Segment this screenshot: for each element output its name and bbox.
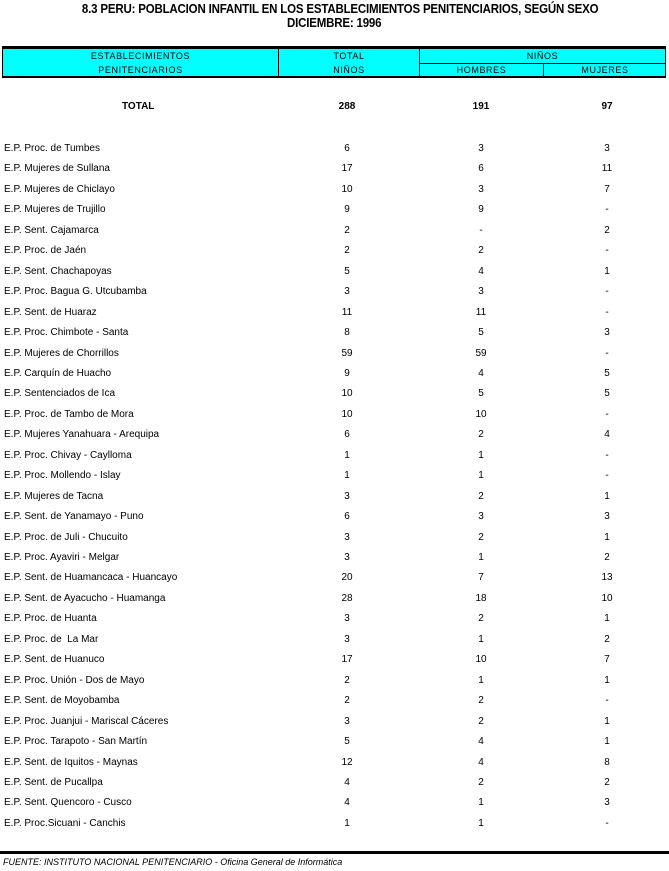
source-note: FUENTE: INSTITUTO NACIONAL PENITENCIARIO - Oficina General de Informática: [3, 857, 343, 867]
total-ninos-cell: 10: [341, 183, 353, 195]
total-ninos-cell: 4: [344, 776, 350, 788]
hombres-cell: 1: [478, 470, 484, 482]
total-ninos-cell: 8: [344, 327, 350, 339]
establishment-name: E.P. Proc. de Juli - Chucuito: [4, 531, 128, 543]
total-row: [0, 101, 669, 121]
hombres-cell: 3: [478, 511, 484, 523]
establishment-name: E.P. Carquín de Huacho: [4, 367, 112, 379]
establishment-name: E.P. Mujeres Yanahuara - Arequipa: [4, 429, 160, 441]
establishment-name: E.P. Proc. de Huanta: [4, 613, 97, 625]
hombres-cell: 1: [478, 797, 484, 809]
total-ninos-cell: 6: [344, 143, 350, 154]
establishment-name: E.P. Sentenciados de Ica: [4, 388, 116, 400]
total-ninos-cell: 1: [344, 449, 350, 461]
table-row: [0, 163, 669, 183]
total-ninos-cell: 3: [344, 490, 350, 502]
total-ninos-cell: 6: [344, 511, 350, 523]
mujeres-cell: 3: [604, 327, 610, 339]
mujeres-cell: 1: [604, 736, 610, 748]
table-row: [0, 736, 669, 756]
header-ninos-group: NIÑOS: [526, 51, 559, 61]
mujeres-cell: 1: [604, 490, 610, 502]
table-row: [0, 797, 669, 817]
table-row: [0, 675, 669, 695]
total-ninos-cell: 3: [344, 552, 350, 563]
hombres-cell: 3: [478, 286, 484, 298]
hombres-cell: 7: [478, 572, 484, 584]
mujeres-cell: -: [605, 449, 609, 461]
establishment-name: E.P. Proc. Bagua G. Utcubamba: [4, 286, 147, 298]
mujeres-cell: 1: [604, 715, 610, 727]
establishment-name: E.P. Mujeres de Sullana: [4, 163, 110, 175]
total-ninos-cell: 17: [341, 163, 353, 175]
mujeres-cell: 10: [601, 592, 613, 604]
total-ninos-cell: 11: [341, 306, 353, 318]
table-subtitle-date: DICIEMBRE: 1996: [286, 16, 382, 30]
header-hombres: HOMBRES: [456, 65, 507, 75]
hombres-cell: 2: [478, 490, 484, 502]
total-label: TOTAL: [122, 101, 155, 112]
mujeres-cell: 7: [604, 654, 610, 666]
total-mujeres: 97: [601, 101, 613, 112]
mujeres-cell: -: [605, 695, 609, 707]
establishment-name: E.P. Mujeres de Chorrillos: [4, 347, 119, 359]
establishment-name: E.P. Mujeres de Trujillo: [4, 204, 106, 216]
header-total-line1: TOTAL: [333, 51, 365, 61]
table-row: [0, 777, 669, 797]
hombres-cell: 3: [478, 143, 484, 154]
hombres-cell: 2: [478, 695, 484, 707]
total-ninos-cell: 2: [344, 245, 350, 257]
establishment-name: E.P. Proc. Unión - Dos de Mayo: [4, 674, 145, 686]
mujeres-cell: 13: [601, 572, 613, 584]
hombres-cell: 18: [475, 592, 487, 604]
establishment-name: E.P. Sent. de Iquitos - Maynas: [4, 756, 138, 768]
mujeres-cell: 2: [604, 633, 610, 645]
establishment-name: E.P. Mujeres de Chiclayo: [4, 183, 115, 195]
total-ninos-cell: 5: [344, 265, 350, 277]
establishment-name: E.P. Proc. Chivay - Caylloma: [4, 449, 132, 461]
total-ninos: 288: [338, 101, 356, 112]
mujeres-cell: 1: [604, 265, 610, 277]
table-row: [0, 450, 669, 470]
total-ninos-cell: 4: [344, 797, 350, 809]
hombres-cell: 2: [478, 715, 484, 727]
hombres-cell: 11: [475, 306, 487, 318]
table-row: [0, 388, 669, 408]
table-row: [0, 184, 669, 204]
mujeres-cell: -: [605, 347, 609, 359]
hombres-cell: 4: [478, 265, 484, 277]
table-row: [0, 266, 669, 286]
total-ninos-cell: 1: [344, 817, 350, 829]
mujeres-cell: 2: [604, 552, 610, 563]
total-ninos-cell: 17: [341, 654, 353, 666]
mujeres-cell: 5: [604, 388, 610, 400]
mujeres-cell: 5: [604, 367, 610, 379]
hombres-cell: 2: [478, 429, 484, 441]
total-ninos-cell: 2: [344, 674, 350, 686]
table-title: 8.3 PERU: POBLACION INFANTIL EN LOS ESTABLECIMIENTOS PENITENCIARIOS, SEGÚN SEXO: [81, 2, 599, 16]
table-row: [0, 409, 669, 429]
total-hombres: 191: [472, 101, 490, 112]
header-establecimientos-line2: PENITENCIARIOS: [98, 65, 183, 75]
table-row: [0, 286, 669, 306]
total-ninos-cell: 3: [344, 531, 350, 543]
mujeres-cell: -: [605, 408, 609, 420]
table-row: [0, 572, 669, 592]
table-row: [0, 552, 669, 572]
hombres-cell: 6: [478, 163, 484, 175]
establishment-name: E.P. Sent. de Huanuco: [4, 654, 105, 666]
establishment-name: E.P. Proc. de La Mar: [4, 633, 99, 645]
establishment-name: E.P. Proc. Juanjui - Mariscal Cáceres: [4, 715, 169, 727]
mujeres-cell: -: [605, 306, 609, 318]
hombres-cell: 5: [478, 388, 484, 400]
total-ninos-cell: 2: [344, 695, 350, 707]
mujeres-cell: 2: [604, 224, 610, 236]
establishment-name: E.P. Mujeres de Tacna: [4, 490, 104, 502]
mujeres-cell: 2: [604, 776, 610, 788]
total-ninos-cell: 2: [344, 224, 350, 236]
mujeres-cell: 3: [604, 143, 610, 154]
table-row: [0, 470, 669, 490]
establishment-name: E.P. Sent. de Yanamayo - Puno: [4, 511, 144, 523]
mujeres-cell: 4: [604, 429, 610, 441]
hombres-cell: 2: [478, 531, 484, 543]
total-ninos-cell: 1: [344, 470, 350, 482]
mujeres-cell: 7: [604, 183, 610, 195]
table-row: [0, 143, 669, 163]
table-row: [0, 593, 669, 613]
hombres-cell: 10: [475, 408, 487, 420]
total-ninos-cell: 12: [341, 756, 353, 768]
mujeres-cell: 1: [604, 613, 610, 625]
mujeres-cell: -: [605, 286, 609, 298]
total-ninos-cell: 10: [341, 388, 353, 400]
table-row: [0, 716, 669, 736]
establishment-name: E.P. Proc. de Tambo de Mora: [4, 408, 134, 420]
establishment-name: E.P. Sent. de Pucallpa: [4, 776, 103, 788]
establishment-name: E.P. Sent. de Huaraz: [4, 306, 97, 318]
total-ninos-cell: 28: [341, 592, 353, 604]
table-row: [0, 613, 669, 633]
establishment-name: E.P. Proc. de Tumbes: [4, 143, 100, 154]
table-row: [0, 695, 669, 715]
establishment-name: E.P. Sent. de Moyobamba: [4, 695, 120, 707]
hombres-cell: 1: [478, 633, 484, 645]
mujeres-cell: 3: [604, 797, 610, 809]
total-ninos-cell: 3: [344, 613, 350, 625]
header-establecimientos-line1: ESTABLECIMIENTOS: [90, 51, 191, 61]
hombres-cell: 4: [478, 736, 484, 748]
hombres-cell: 2: [478, 776, 484, 788]
mujeres-cell: -: [605, 470, 609, 482]
header-total-line2: NIÑOS: [333, 65, 365, 75]
total-ninos-cell: 10: [341, 408, 353, 420]
establishment-name: E.P. Sent. de Huamancaca - Huancayo: [4, 572, 178, 584]
hombres-cell: 1: [478, 674, 484, 686]
table-row: [0, 368, 669, 388]
establishment-name: E.P. Sent. Quencoro - Cusco: [4, 797, 132, 809]
table-row: [0, 634, 669, 654]
mujeres-cell: -: [605, 204, 609, 216]
mujeres-cell: 1: [604, 531, 610, 543]
establishment-name: E.P. Sent. de Ayacucho - Huamanga: [4, 592, 166, 604]
hombres-cell: 1: [478, 817, 484, 829]
total-ninos-cell: 6: [344, 429, 350, 441]
establishment-name: E.P. Proc. Chimbote - Santa: [4, 327, 129, 339]
mujeres-cell: 1: [604, 674, 610, 686]
mujeres-cell: 11: [601, 163, 613, 175]
table-row: [0, 757, 669, 777]
establishment-name: E.P. Proc. de Jaén: [4, 245, 87, 257]
mujeres-cell: -: [605, 817, 609, 829]
table-row: [0, 532, 669, 552]
footer-rule: [0, 851, 669, 854]
establishment-name: E.P. Proc. Tarapoto - San Martín: [4, 736, 148, 748]
total-ninos-cell: 59: [341, 347, 353, 359]
mujeres-cell: -: [605, 245, 609, 257]
establishment-name: E.P. Proc. Ayaviri - Melgar: [4, 552, 120, 563]
hombres-cell: 10: [475, 654, 487, 666]
table-row: [0, 511, 669, 531]
table-row: [0, 204, 669, 224]
hombres-cell: -: [479, 224, 483, 236]
total-ninos-cell: 9: [344, 204, 350, 216]
table-row: [0, 429, 669, 449]
hombres-cell: 2: [478, 245, 484, 257]
table-row: [0, 654, 669, 674]
total-ninos-cell: 3: [344, 715, 350, 727]
hombres-cell: 5: [478, 327, 484, 339]
table-row: [0, 348, 669, 368]
total-ninos-cell: 9: [344, 367, 350, 379]
table-row: [0, 818, 669, 838]
hombres-cell: 9: [478, 204, 484, 216]
table-header: [2, 46, 666, 78]
table-row: [0, 491, 669, 511]
mujeres-cell: 8: [604, 756, 610, 768]
establishment-name: E.P. Sent. Chachapoyas: [4, 265, 112, 277]
table-row: [0, 225, 669, 245]
total-ninos-cell: 3: [344, 633, 350, 645]
establishment-name: E.P. Proc.Sicuani - Canchis: [4, 817, 126, 829]
table-row: [0, 327, 669, 347]
header-mujeres: MUJERES: [581, 65, 629, 75]
total-ninos-cell: 3: [344, 286, 350, 298]
table-row: [0, 307, 669, 327]
hombres-cell: 1: [478, 449, 484, 461]
total-ninos-cell: 5: [344, 736, 350, 748]
hombres-cell: 1: [478, 552, 484, 563]
hombres-cell: 2: [478, 613, 484, 625]
hombres-cell: 4: [478, 756, 484, 768]
mujeres-cell: 3: [604, 511, 610, 523]
hombres-cell: 3: [478, 183, 484, 195]
establishment-name: E.P. Proc. Mollendo - Islay: [4, 470, 121, 482]
hombres-cell: 59: [475, 347, 487, 359]
table-row: [0, 245, 669, 265]
establishment-name: E.P. Sent. Cajamarca: [4, 224, 99, 236]
hombres-cell: 4: [478, 367, 484, 379]
total-ninos-cell: 20: [341, 572, 353, 584]
